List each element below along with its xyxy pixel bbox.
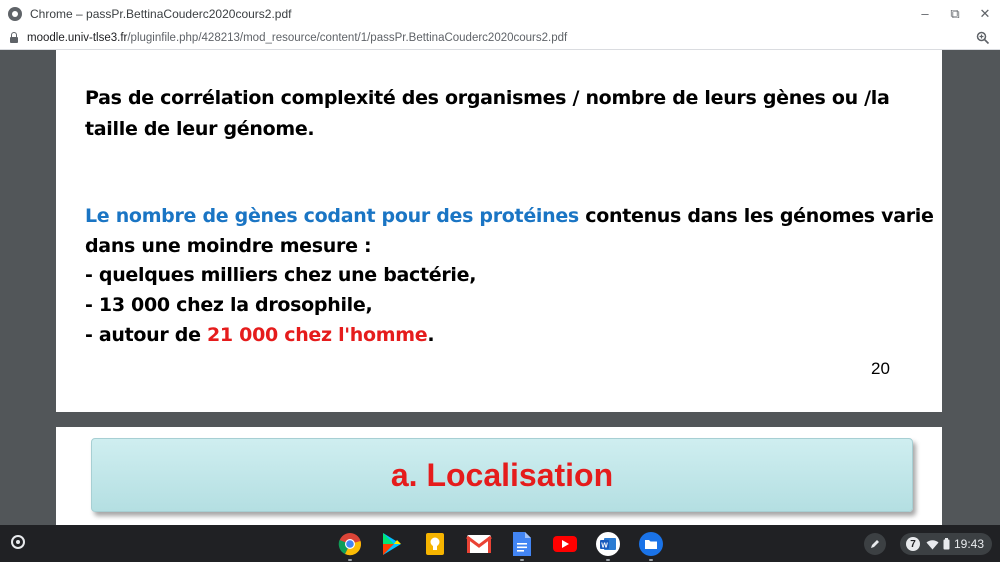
battery-icon [943, 538, 950, 550]
page-number: 20 [871, 359, 890, 378]
window-title: Chrome – passPr.BettinaCouderc2020cours2.pdf [30, 6, 292, 21]
address-bar[interactable] [0, 27, 1000, 50]
slide-text-line [85, 205, 934, 227]
play-store-icon[interactable] [379, 531, 405, 557]
slide-text: contenus dans les génomes varie [578, 205, 934, 227]
launcher-icon[interactable] [11, 535, 25, 549]
lock-icon[interactable] [9, 32, 19, 44]
word-icon[interactable] [595, 531, 621, 557]
stylus-icon[interactable] [864, 533, 886, 555]
highlight-blue-text: Le nombre de gènes codant pour des protéines [85, 205, 579, 227]
gmail-icon[interactable] [466, 531, 492, 557]
wifi-icon [926, 539, 939, 550]
clock-time: 19:43 [954, 537, 985, 551]
highlight-red-text: 21 000 chez l'homme [207, 324, 428, 346]
slide-text-line: - quelques milliers chez une bactérie, [85, 264, 477, 286]
youtube-icon[interactable] [552, 531, 578, 557]
notification-badge[interactable]: 7 [906, 537, 920, 551]
slide-text-line: - 13 000 chez la drosophile, [85, 294, 373, 316]
restore-button[interactable]: ⧉ [950, 5, 960, 21]
slide-text: - autour de [85, 324, 207, 346]
url-host: moodle.univ-tlse3.fr [27, 32, 128, 44]
minimize-button[interactable]: – [921, 6, 929, 21]
section-banner [91, 438, 913, 512]
svg-text:W: W [601, 542, 608, 550]
close-button[interactable]: ✕ [979, 5, 991, 21]
zoom-icon[interactable] [976, 31, 990, 45]
keep-icon[interactable] [422, 531, 448, 557]
slide-text-line: dans une moindre mesure : [85, 235, 372, 257]
slide-text: . [427, 324, 435, 346]
pdf-page [56, 50, 942, 412]
url-text[interactable] [27, 32, 567, 44]
status-tray[interactable] [900, 533, 992, 555]
slide-text-line: taille de leur génome. [85, 118, 315, 140]
chrome-icon [8, 7, 22, 21]
files-icon[interactable] [638, 531, 664, 557]
docs-icon[interactable] [509, 531, 535, 557]
pdf-page-next [56, 427, 942, 525]
slide-text-line: Pas de corrélation complexité des organismes / nombre de leurs gènes ou /la [85, 87, 890, 109]
slide-text-line [85, 324, 434, 346]
chrome-icon[interactable] [337, 531, 363, 557]
pdf-viewer[interactable] [0, 50, 1000, 525]
section-title: a. Localisation [390, 456, 614, 493]
url-path: /pluginfile.php/428213/mod_resource/content/1/passPr.BettinaCouderc2020cours2.pdf [127, 32, 568, 44]
shelf [0, 525, 1000, 562]
window-controls [910, 0, 1000, 27]
window-titlebar [0, 0, 1000, 27]
